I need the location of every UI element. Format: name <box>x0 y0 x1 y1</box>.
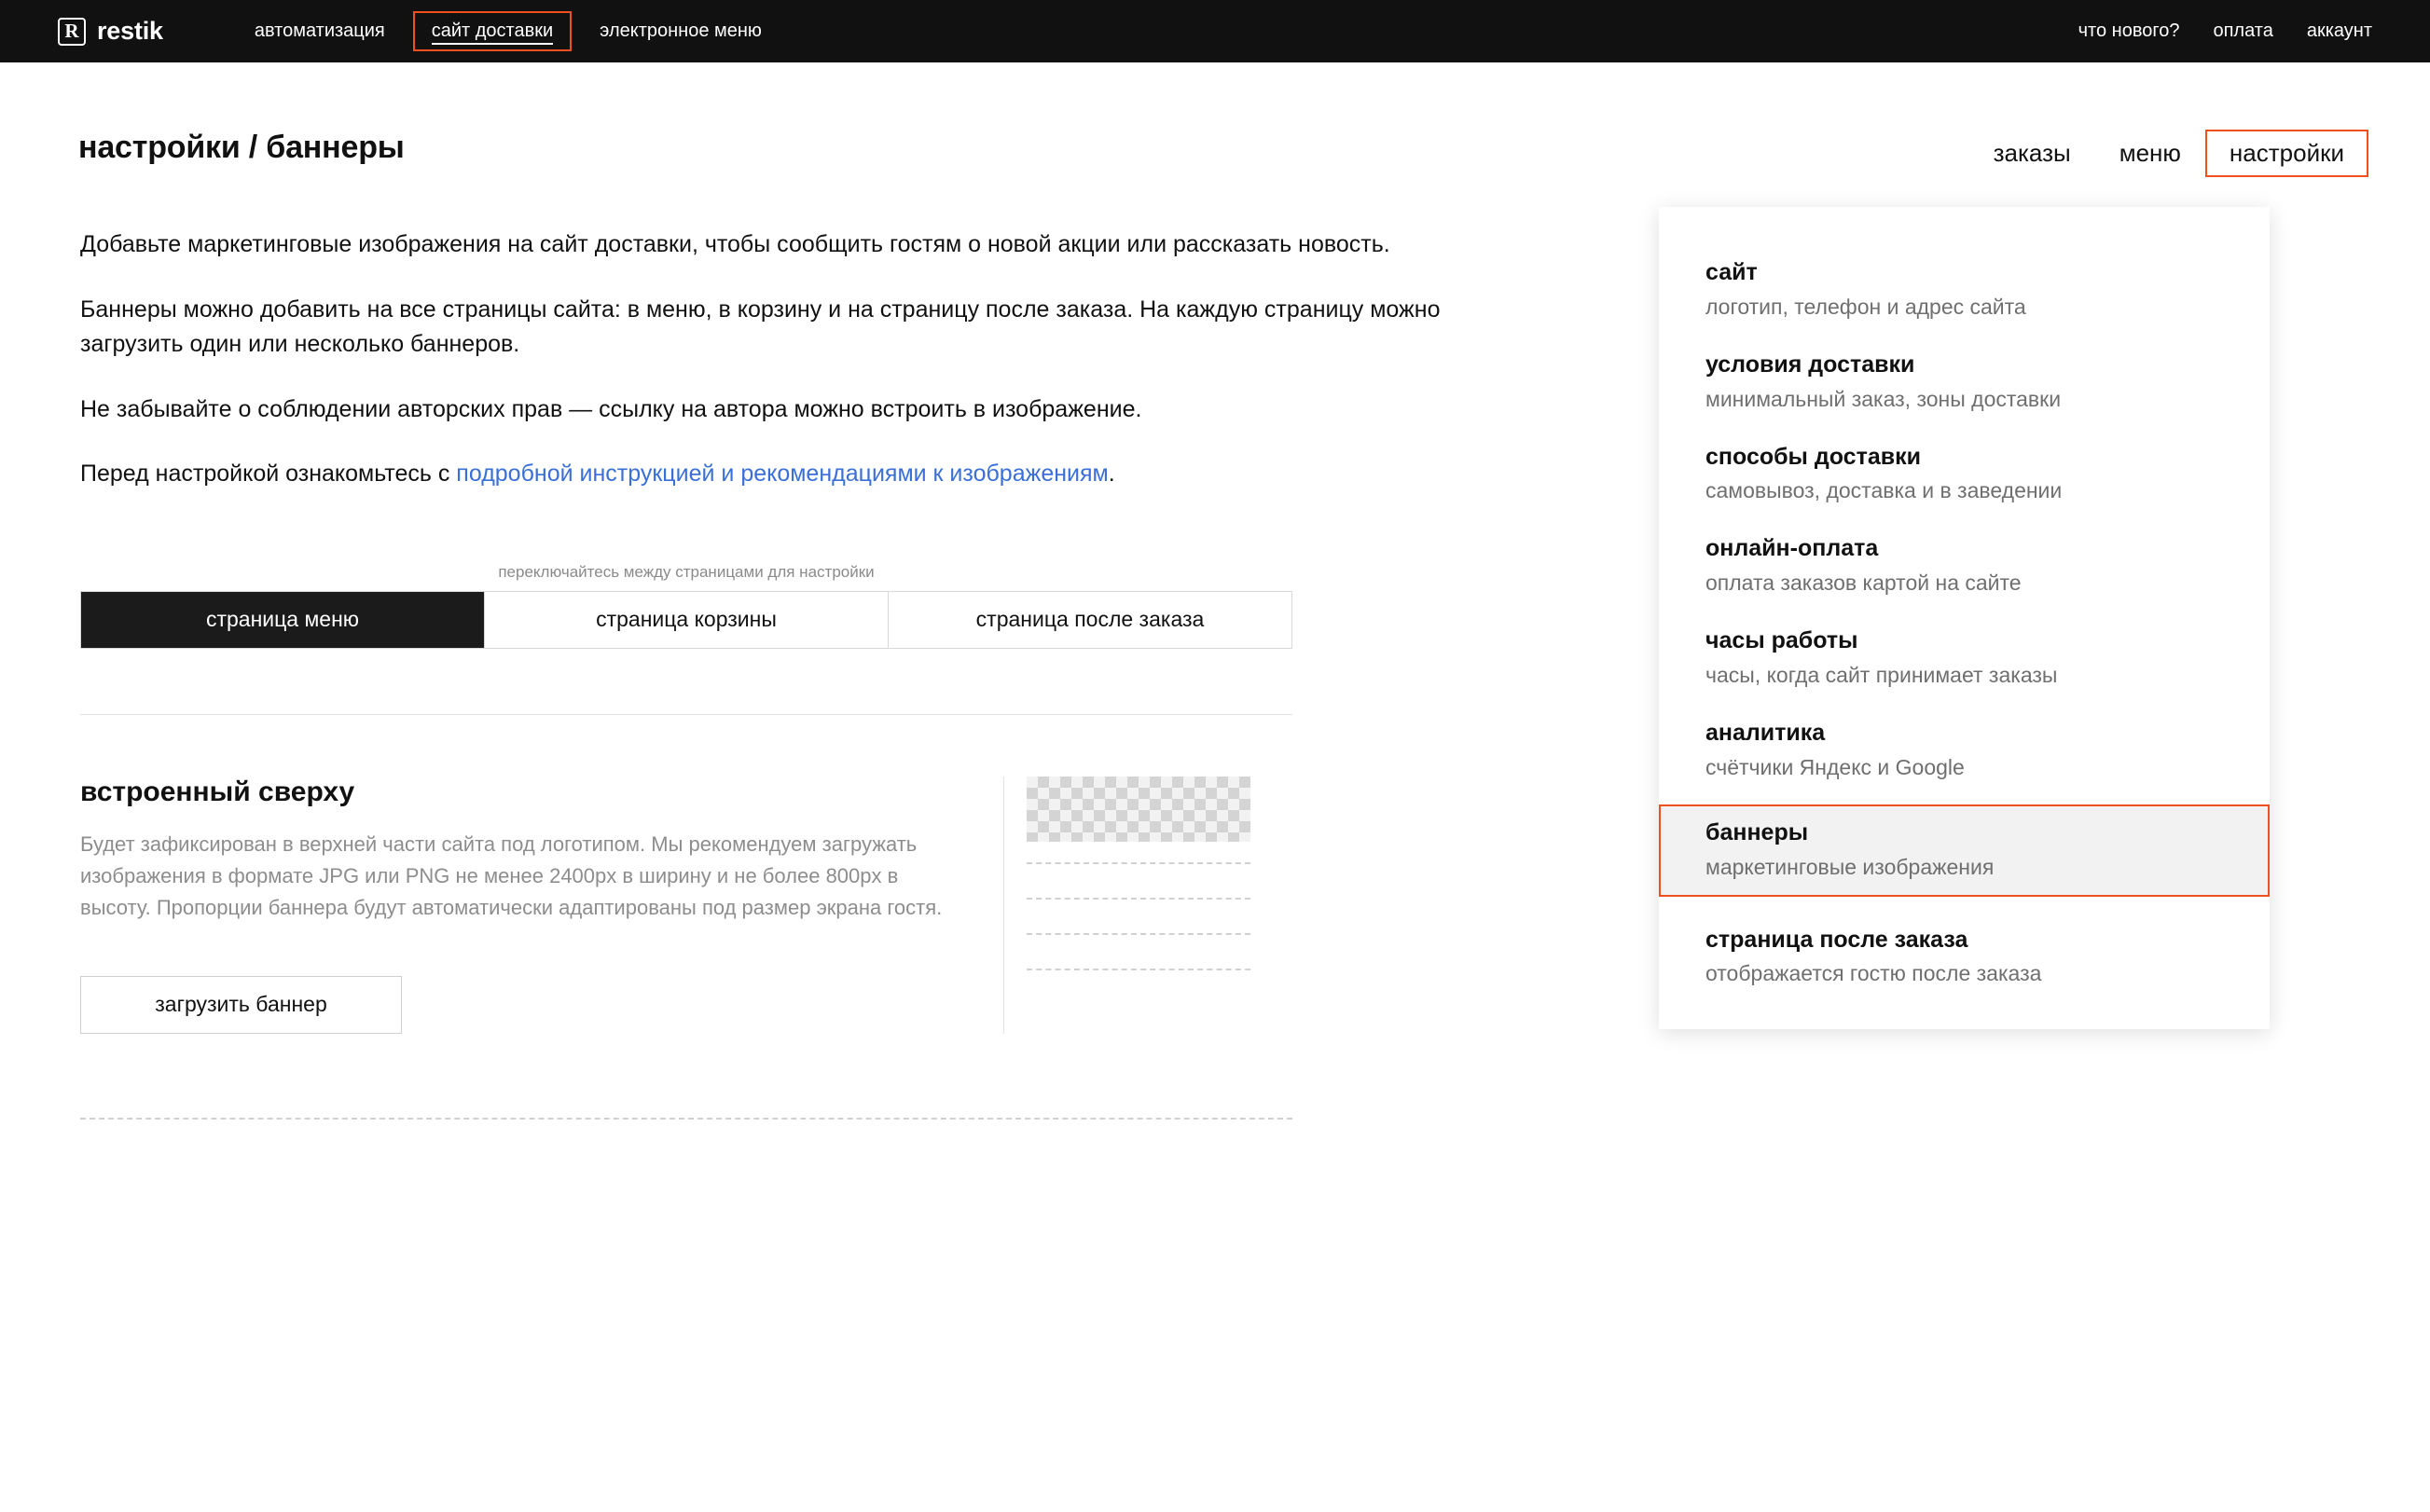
banner-preview <box>1003 777 1292 1034</box>
page-tab-after-order[interactable]: страница после заказа <box>889 592 1291 648</box>
banner-section-description: Будет зафиксирован в верхней части сайта под логотипом. Мы рекомендуем загружать изображения в формате JPG или PNG не менее 2400px в ширину и не более 800px в высоту. Пропорции баннера будут автоматически адаптированы под размер экрана гостя. <box>80 832 943 919</box>
page-switch-hint: переключайтесь между страницами для настройки <box>498 562 875 581</box>
settings-item-working-hours-title: часы работы <box>1705 627 1858 654</box>
settings-item-after-order-page-subtitle: отображается гостю после заказа <box>1705 961 2042 986</box>
page-tab-group <box>80 591 1292 649</box>
settings-item-delivery-terms[interactable] <box>1659 337 2270 429</box>
banner-placeholder-image <box>1027 777 1250 842</box>
settings-item-delivery-methods-subtitle: самовывоз, доставка и в заведении <box>1705 478 2063 503</box>
intro-paragraph-3: Не забывайте о соблюдении авторских прав — ссылку на автора можно встроить в изображение. <box>80 395 1142 422</box>
settings-item-working-hours[interactable] <box>1659 612 2270 705</box>
tab-orders[interactable]: заказы <box>1993 139 2071 167</box>
banner-top-section <box>80 777 1292 1034</box>
tab-menu[interactable]: меню <box>2119 139 2181 167</box>
banner-text-column <box>80 777 957 1034</box>
settings-item-working-hours-subtitle: часы, когда сайт принимает заказы <box>1705 662 2058 687</box>
placeholder-line-3 <box>1027 933 1250 935</box>
instruction-paragraph <box>80 457 1516 492</box>
section-tabs <box>1969 130 2372 177</box>
upload-banner-button[interactable]: загрузить баннер <box>80 976 402 1034</box>
nav-item-electronic-menu[interactable]: электронное меню <box>600 21 762 41</box>
page-title: настройки / баннеры <box>78 130 405 165</box>
primary-nav <box>238 11 779 51</box>
page-tab-menu[interactable]: страница меню <box>81 592 485 648</box>
banner-section-title: встроенный сверху <box>80 776 355 807</box>
settings-item-delivery-terms-subtitle: минимальный заказ, зоны доставки <box>1705 386 2062 411</box>
settings-item-site-subtitle: логотип, телефон и адрес сайта <box>1705 294 2026 319</box>
instruction-prefix: Перед настройкой ознакомьтесь с <box>80 460 457 487</box>
bottom-dashed-divider <box>80 1118 1292 1120</box>
nav-item-delivery-site[interactable] <box>413 11 572 51</box>
settings-item-analytics-subtitle: счётчики Яндекс и Google <box>1705 754 1965 779</box>
intro-paragraph-2: Баннеры можно добавить на все страницы сайта: в меню, в корзину и на страницу после заказа. На каждую страницу можно загрузить один или несколько баннеров. <box>80 296 1441 357</box>
instruction-link[interactable]: подробной инструкцией и рекомендациями к изображениям <box>456 460 1109 487</box>
section-divider <box>80 714 1292 715</box>
page-header <box>0 62 2430 177</box>
settings-item-site[interactable] <box>1659 244 2270 337</box>
settings-item-delivery-methods-title: способы доставки <box>1705 443 1921 470</box>
settings-item-online-payment-title: онлайн-оплата <box>1705 535 1879 562</box>
settings-item-banners-title: баннеры <box>1705 818 1809 845</box>
settings-item-online-payment[interactable] <box>1659 520 2270 612</box>
settings-dropdown-panel <box>1659 207 2270 1029</box>
settings-item-site-title: сайт <box>1705 259 1758 285</box>
restik-logo-icon: R <box>58 18 86 46</box>
nav-item-automation[interactable]: автоматизация <box>254 21 385 41</box>
settings-item-after-order-page-title: страница после заказа <box>1705 926 1968 953</box>
settings-item-delivery-terms-title: условия доставки <box>1705 351 1915 378</box>
nav-item-whats-new[interactable]: что нового? <box>2078 21 2180 41</box>
secondary-nav <box>2078 11 2372 51</box>
brand-name: restik <box>97 17 163 45</box>
nav-item-delivery-site-label: сайт доставки <box>432 21 553 45</box>
settings-item-banners[interactable] <box>1659 804 2270 897</box>
brand-logo[interactable] <box>58 17 163 46</box>
nav-item-account[interactable]: аккаунт <box>2306 21 2372 41</box>
settings-item-banners-subtitle: маркетинговые изображения <box>1705 854 1995 879</box>
placeholder-line-1 <box>1027 862 1250 864</box>
nav-item-payment[interactable]: оплата <box>2213 21 2273 41</box>
settings-item-delivery-methods[interactable] <box>1659 429 2270 521</box>
intro-paragraph-1: Добавьте маркетинговые изображения на сайт доставки, чтобы сообщить гостям о новой акции или рассказать новость. <box>80 231 1390 257</box>
settings-item-analytics-title: аналитика <box>1705 719 1826 746</box>
placeholder-line-2 <box>1027 898 1250 900</box>
placeholder-line-4 <box>1027 969 1250 970</box>
settings-item-analytics[interactable] <box>1659 705 2270 797</box>
top-navigation-bar <box>0 0 2430 62</box>
settings-item-online-payment-subtitle: оплата заказов картой на сайте <box>1705 570 2022 596</box>
settings-item-after-order-page[interactable] <box>1659 912 2270 1004</box>
tab-settings[interactable]: настройки <box>2205 130 2368 177</box>
main-content <box>0 177 1604 1120</box>
instruction-suffix: . <box>1108 460 1115 487</box>
page-tab-cart[interactable]: страница корзины <box>485 592 889 648</box>
